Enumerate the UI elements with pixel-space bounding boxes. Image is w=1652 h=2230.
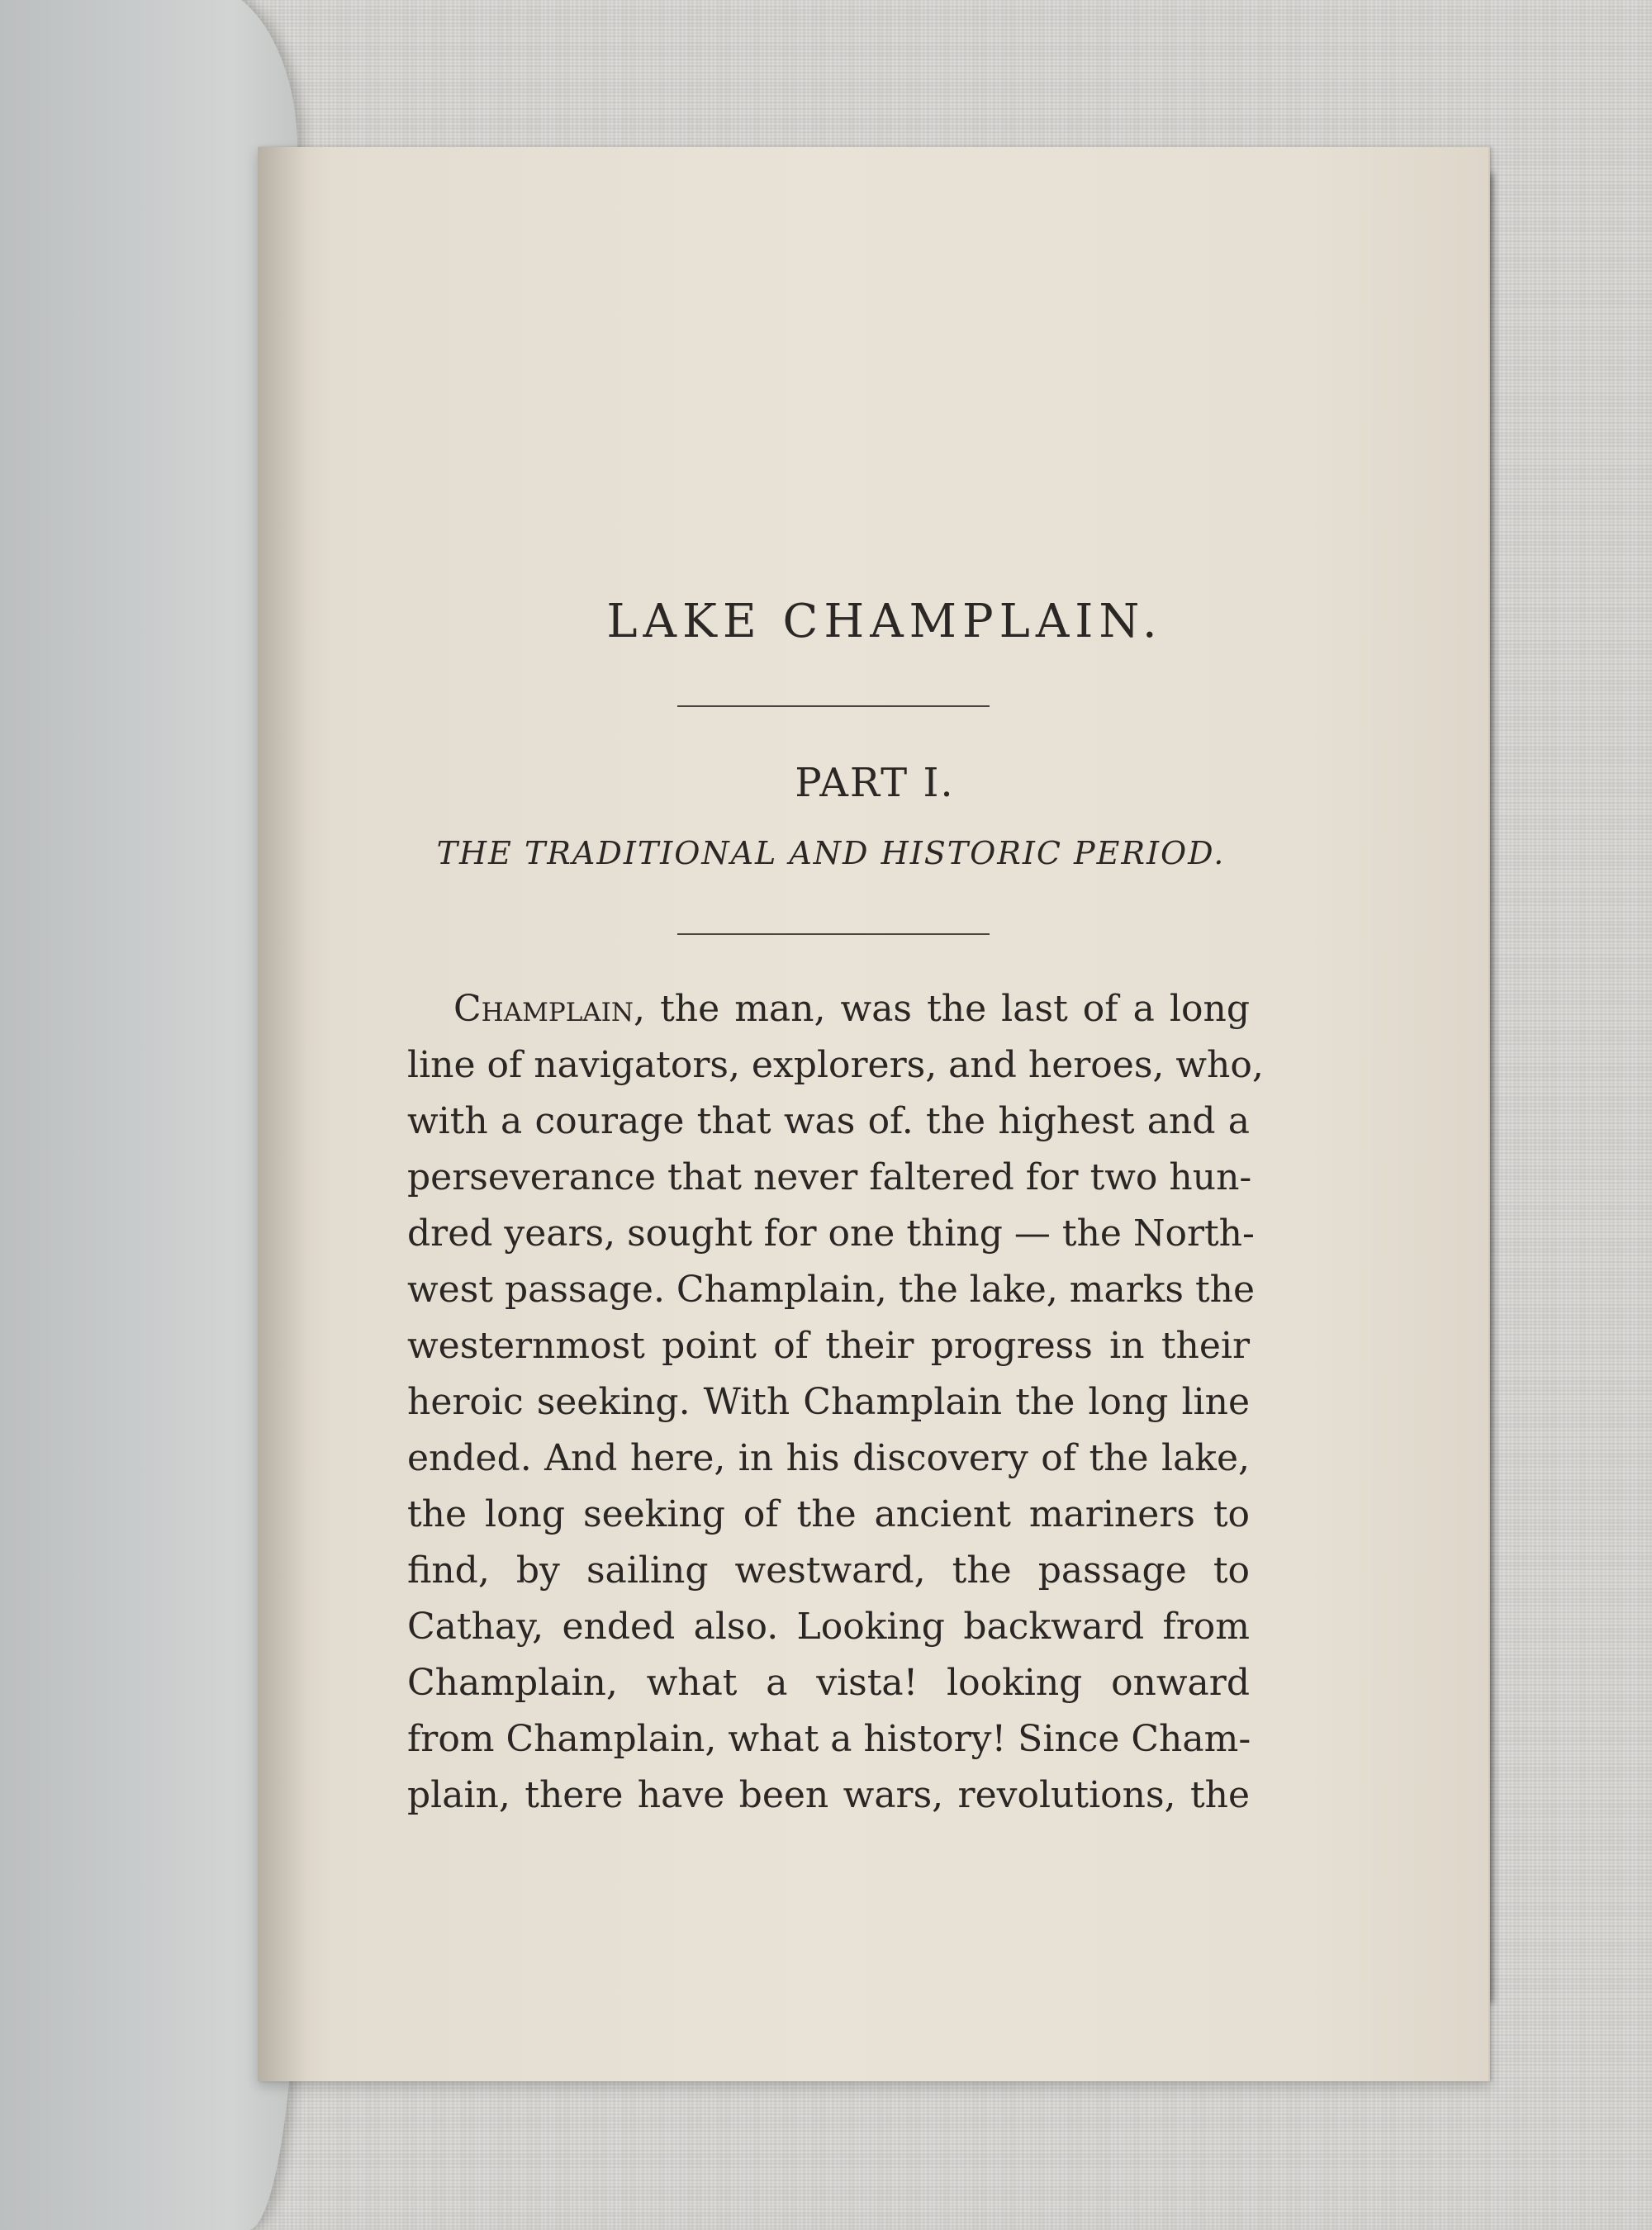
body-line: line of navigators, explorers, and heroes, who,	[407, 1044, 1264, 1086]
body-line: Cathay, ended also. Looking backward from	[407, 1606, 1250, 1648]
body-line: west passage. Champlain, the lake, marks the	[407, 1269, 1256, 1311]
body-line-text: the man, was the last of a long	[645, 988, 1250, 1030]
body-line: ended. And here, in his discovery of the lake,	[407, 1437, 1250, 1479]
body-line: the long seeking of the ancient mariners to	[407, 1493, 1250, 1535]
book-title: LAKE CHAMPLAIN.	[606, 595, 1163, 648]
title-rule	[677, 705, 990, 707]
body-line: plain, there have been wars, revolutions, the	[407, 1774, 1250, 1816]
previous-page	[0, 0, 297, 2230]
part-subtitle: THE TRADITIONAL AND HISTORIC PERIOD.	[436, 835, 1226, 871]
part-heading: PART I.	[795, 760, 955, 806]
opening-word: Champlain,	[453, 988, 646, 1030]
body-line: from Champlain, what a history! Since Cham-	[407, 1718, 1251, 1760]
subtitle-rule	[677, 933, 990, 935]
body-line: with a courage that was of. the highest and a	[407, 1100, 1250, 1142]
body-line: heroic seeking. With Champlain the long line	[407, 1381, 1250, 1423]
body-paragraph	[407, 981, 1264, 1824]
body-line: Champlain, what a vista! looking onward	[407, 1662, 1250, 1704]
body-line: dred years, sought for one thing — the North-	[407, 1212, 1255, 1255]
body-line: find, by sailing westward, the passage to	[407, 1549, 1250, 1592]
body-line: westernmost point of their progress in their	[407, 1325, 1250, 1367]
body-line	[407, 981, 1250, 1037]
body-line: perseverance that never faltered for two hun-	[407, 1156, 1252, 1198]
gutter-shadow	[258, 147, 307, 2081]
